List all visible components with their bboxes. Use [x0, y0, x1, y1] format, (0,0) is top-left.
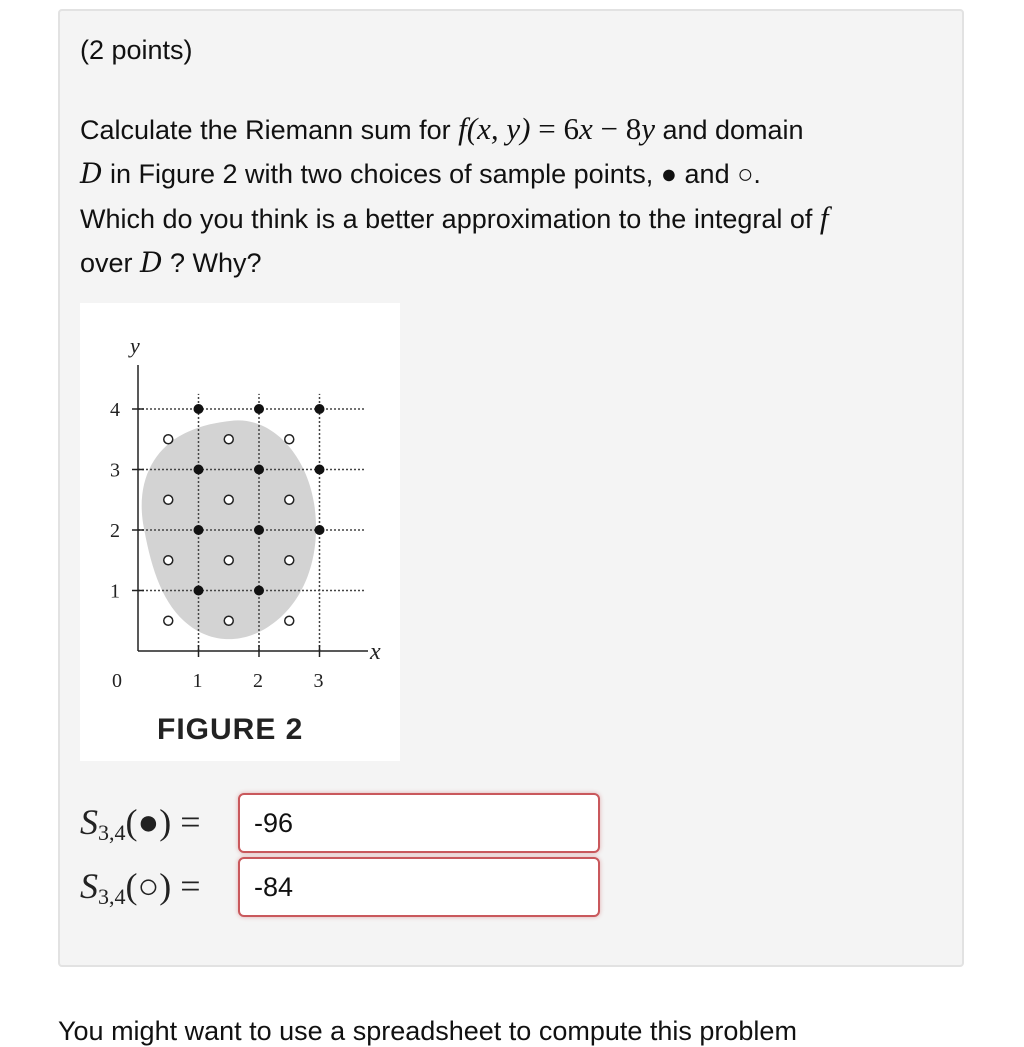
q-x: x [578, 111, 593, 146]
open-sample-point [285, 616, 294, 625]
q-solid-dot: ● [660, 159, 678, 189]
answer-marker-open: ○ [137, 866, 160, 906]
answer-close-paren: ) [159, 866, 172, 906]
answer-S: S [80, 866, 98, 906]
solid-sample-point [194, 465, 204, 475]
q-domain-D: D [80, 157, 103, 190]
figure-svg [80, 303, 400, 761]
q-text-1: Calculate the Riemann sum for [80, 115, 459, 145]
answer-value-solid: -96 [254, 807, 294, 838]
answer-open-paren: ( [125, 802, 138, 842]
open-sample-point [285, 556, 294, 565]
q-open-dot: ○ [737, 159, 754, 189]
q-eight: 8 [625, 111, 642, 146]
solid-sample-point [194, 525, 204, 535]
answer-S: S [80, 802, 98, 842]
answer-marker-solid: ● [137, 802, 160, 842]
solid-sample-point [254, 586, 264, 596]
q-text-7: over [80, 248, 141, 278]
open-sample-point [285, 435, 294, 444]
q-minus: − [592, 111, 626, 146]
answer-label-open [80, 865, 201, 910]
q-args: (x, y) [466, 111, 531, 146]
answer-sub: 3,4 [98, 884, 126, 909]
q-domain-D2: D [140, 246, 163, 279]
open-sample-point [164, 556, 173, 565]
answer-input-solid[interactable] [238, 793, 600, 853]
q-text-3: in Figure 2 with two choices of sample points, [102, 159, 661, 189]
q-text-8: ? Why? [162, 248, 262, 278]
answer-equals: = [180, 802, 201, 842]
figure-2 [80, 303, 400, 761]
x-tick-label: 1 [192, 670, 203, 692]
solid-sample-point [194, 586, 204, 596]
x-tick-label: 3 [313, 670, 324, 692]
open-sample-point [164, 616, 173, 625]
open-sample-point [224, 435, 233, 444]
q-text-5: . [753, 159, 761, 189]
open-sample-point [164, 495, 173, 504]
answer-open-paren: ( [125, 866, 138, 906]
q-six: 6 [563, 111, 579, 146]
y-tick-label: 3 [110, 459, 120, 482]
problem-card [58, 9, 964, 967]
open-sample-point [224, 556, 233, 565]
x-axis-label: x [370, 639, 381, 665]
q-text-4: and [677, 159, 738, 189]
open-sample-point [224, 616, 233, 625]
q-eq: = [530, 111, 564, 146]
x-tick-label: 2 [253, 670, 263, 692]
answer-equals: = [180, 866, 201, 906]
solid-sample-point [254, 404, 264, 414]
answer-close-paren: ) [159, 802, 172, 842]
open-sample-point [224, 495, 233, 504]
y-axis-label: y [130, 333, 140, 358]
solid-sample-point [254, 465, 264, 475]
q-text-6: Which do you think is a better approximation to the integral of [80, 204, 820, 234]
answer-value-open: -84 [254, 871, 294, 902]
next-paragraph: You might want to use a spreadsheet to compute this problem [58, 1016, 797, 1046]
q-text-2: and domain [654, 115, 804, 145]
y-tick-label: 2 [110, 520, 120, 542]
y-tick-label: 1 [110, 580, 120, 603]
solid-sample-point [194, 404, 204, 414]
solid-sample-point [315, 525, 325, 535]
solid-sample-point [315, 404, 325, 414]
solid-sample-point [254, 525, 264, 535]
answer-input-open[interactable] [238, 857, 600, 917]
points-label: (2 points) [80, 35, 193, 65]
q-y: y [641, 111, 655, 146]
origin-label: 0 [112, 670, 122, 692]
y-tick-label: 4 [110, 399, 120, 421]
q-f2: f [819, 200, 829, 235]
figure-caption: FIGURE 2 [157, 713, 304, 746]
solid-sample-point [315, 465, 325, 475]
q-f: f [458, 111, 467, 146]
open-sample-point [285, 495, 294, 504]
answer-sub: 3,4 [98, 820, 126, 845]
answer-label-solid [80, 801, 201, 846]
open-sample-point [164, 435, 173, 444]
question-text [80, 107, 940, 285]
